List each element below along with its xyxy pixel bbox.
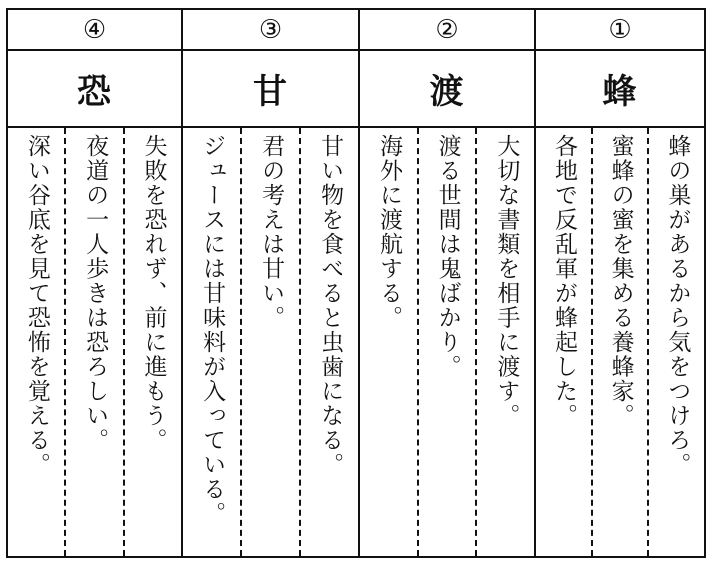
- block-number: ③: [183, 10, 358, 51]
- kanji-block-4: [8, 10, 183, 556]
- example-sentence: 各地で反乱軍が蜂起した。: [550, 134, 577, 428]
- block-number: ④: [8, 10, 181, 51]
- example-sentence: 深い谷底を見て恐怖を覚える。: [23, 134, 50, 477]
- example-sentence: 夜道の一人歩きは恐ろしい。: [82, 134, 109, 453]
- sentence-column: [591, 128, 648, 556]
- sentence-column: [475, 128, 534, 556]
- sentence-column: [299, 128, 358, 556]
- example-sentence: 失敗を恐れず、前に進もう。: [140, 134, 167, 453]
- sentence-column: [123, 128, 181, 556]
- sentence-columns: [536, 128, 704, 556]
- sentence-columns: [183, 128, 358, 556]
- example-sentence: ジュースには甘味料が入っている。: [199, 134, 226, 526]
- sentence-columns: [360, 128, 534, 556]
- kanji-block-1: [536, 10, 704, 556]
- sentence-columns: [8, 128, 181, 556]
- example-sentence: 渡る世間は鬼ばかり。: [434, 134, 461, 379]
- sentence-column: [64, 128, 122, 556]
- sentence-column: [647, 128, 704, 556]
- sentence-column: [360, 128, 417, 556]
- example-sentence: 甘い物を食べると虫歯になる。: [317, 134, 344, 477]
- block-number: ②: [360, 10, 534, 51]
- block-kanji: 渡: [360, 51, 534, 128]
- block-kanji: 蜂: [536, 51, 704, 128]
- example-sentence: 海外に渡航する。: [375, 134, 402, 330]
- sentence-column: [417, 128, 476, 556]
- sentence-column: [240, 128, 299, 556]
- kanji-worksheet: [6, 8, 706, 558]
- sentence-column: [8, 128, 64, 556]
- sentence-column: [536, 128, 591, 556]
- block-number: ①: [536, 10, 704, 51]
- example-sentence: 君の考えは甘い。: [258, 134, 285, 330]
- example-sentence: 大切な書類を相手に渡す。: [493, 134, 520, 428]
- sentence-column: [183, 128, 240, 556]
- block-kanji: 恐: [8, 51, 181, 128]
- example-sentence: 蜜蜂の蜜を集める養蜂家。: [607, 134, 634, 428]
- kanji-block-2: [360, 10, 536, 556]
- block-kanji: 甘: [183, 51, 358, 128]
- kanji-block-3: [183, 10, 360, 556]
- example-sentence: 蜂の巣があるから気をつけろ。: [664, 134, 691, 477]
